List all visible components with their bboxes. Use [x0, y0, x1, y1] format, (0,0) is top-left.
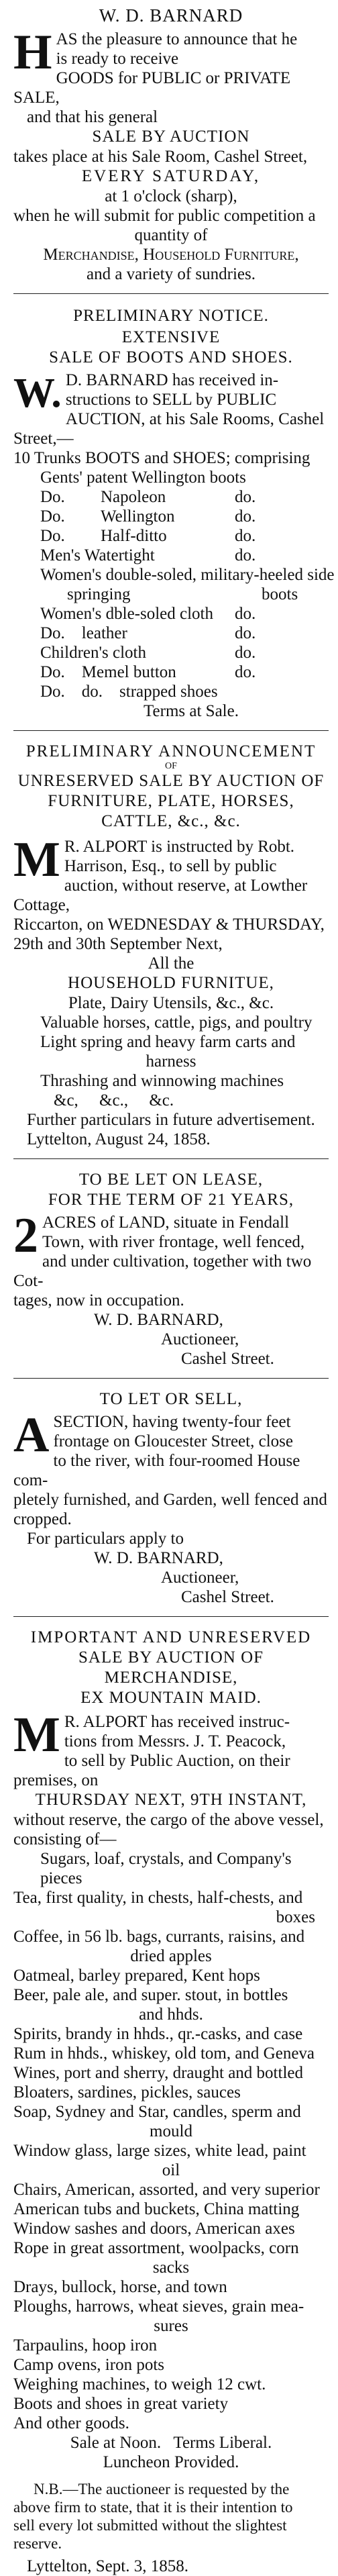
ad5-sig2: Auctioneer,: [161, 1569, 239, 1587]
ad3-line4: Riccarton, on WEDNESDAY & THURSDAY,: [13, 915, 325, 934]
ad1-line8: at 1 o'clock (sharp),: [105, 187, 237, 205]
ad6-sale: Sale at Noon. Terms Liberal.: [70, 2434, 272, 2452]
ad5-line2: frontage on Gloucester Street, close: [53, 1432, 293, 1450]
ad5-title: TO LET OR SELL,: [99, 1390, 243, 1408]
ad1-line4: and that his general: [27, 108, 158, 126]
ad5-sig1: W. D. BARNARD,: [94, 1549, 223, 1567]
ad2-item: Do. Half-ditto do.: [40, 527, 256, 545]
ad6-line4: THURSDAY NEXT, 9TH INSTANT,: [35, 1791, 307, 1809]
ad2-item: Do. Napoleon do.: [40, 488, 256, 506]
list-item: Beer, pale ale, and super. stout, in bottles: [13, 1986, 288, 2004]
ad1-line9: when he will submit for public competition a: [13, 207, 316, 225]
ad3-sub3: CATTLE, &c., &c.: [101, 812, 241, 830]
list-item: Window sashes and doors, American axes: [13, 2220, 295, 2238]
ad5-line1: SECTION, having twenty-four feet: [53, 1413, 291, 1431]
ad1-line10: quantity of: [134, 226, 208, 244]
ad2-item: Do. leather do.: [40, 624, 256, 642]
ad6-cargo-list: [13, 1849, 329, 2433]
ad1-line1: AS the pleasure to announce that he: [56, 30, 298, 48]
ad1-title: W. D. BARNARD: [99, 5, 243, 26]
list-item: Oatmeal, barley prepared, Kent hops: [13, 1967, 260, 1985]
list-item: Boots and shoes in great variety: [13, 2395, 229, 2413]
ad2-items: [13, 468, 335, 701]
ad3-sub2: FURNITURE, PLATE, HORSES,: [48, 792, 294, 810]
ad4-title2: FOR THE TERM OF 21 YEARS,: [48, 1191, 294, 1209]
ad3-line14: Further particulars in future advertisement.: [27, 1111, 315, 1129]
ad-boots-shoes: [13, 305, 335, 721]
ad4-dropcap: 2: [13, 1208, 38, 1263]
ad3-line2: Harrison, Esq., to sell by public: [64, 857, 277, 875]
ad3-line8: Plate, Dairy Utensils, &c., &c.: [68, 994, 274, 1012]
ad5-line4: pletely furnished, and Garden, well fenced and: [13, 1491, 327, 1509]
ad3-line9: Valuable horses, cattle, pigs, and poultry: [40, 1013, 313, 1032]
ad-alport-furniture: [13, 742, 329, 1149]
list-item: sures: [154, 2317, 188, 2335]
list-item: Soap, Sydney and Star, candles, sperm and: [13, 2103, 301, 2121]
ad1-line7: EVERY SATURDAY,: [81, 167, 261, 185]
ad4-sig2: Auctioneer,: [161, 1330, 239, 1348]
list-item: American tubs and buckets, China matting: [13, 2200, 300, 2218]
divider-2: [13, 730, 329, 731]
ad4-line2: Town, with river frontage, well fenced,: [42, 1233, 305, 1251]
list-item: and hhds.: [139, 2005, 203, 2024]
ad5-line3: to the river, with four-roomed House com-: [13, 1452, 300, 1489]
list-item: Tea, first quality, in chests, half-chests, and: [13, 1889, 303, 1907]
list-item: sacks: [152, 2259, 190, 2277]
ad2-sub1: EXTENSIVE: [121, 328, 221, 346]
ad4-sig1: W. D. BARNARD,: [94, 1311, 223, 1329]
ad3-line10: Light spring and heavy farm carts and: [40, 1033, 296, 1051]
ad3-of: OF: [165, 761, 177, 771]
list-item: Spirits, brandy in hhds., qr.-casks, and case: [13, 2025, 303, 2043]
ad2-sub2: SALE OF BOOTS AND SHOES.: [49, 348, 293, 366]
ad2-item: Do. do. strapped shoes: [40, 683, 218, 701]
ad4-line3: and under cultivation, together with two Cot-: [13, 1252, 312, 1290]
ad3-title: PRELIMINARY ANNOUNCEMENT: [25, 742, 317, 760]
ad6-nb3: sell every lot submitted without the slightest: [13, 2517, 287, 2534]
ad6-date: Lyttelton, Sept. 3, 1858.: [27, 2557, 188, 2575]
ad2-line2: structions to SELL by PUBLIC: [65, 391, 277, 409]
ad2-item: Men's Watertight do.: [40, 546, 256, 564]
list-item: Tarpaulins, hoop iron: [13, 2336, 158, 2355]
ad1-line11: Merchandise, Household Furniture,: [43, 246, 299, 264]
ad6-line1: R. ALPORT has received instruc-: [64, 1713, 290, 1731]
ad2-line1: D. BARNARD has received in-: [65, 371, 279, 389]
ad6-nb1: N.B.—The auctioneer is requested by the: [34, 2481, 290, 2497]
list-item: Window glass, large sizes, white lead, paint: [13, 2142, 306, 2160]
ad2-line4: 10 Trunks BOOTS and SHOES; comprising: [13, 449, 311, 467]
ad3-dropcap: M: [13, 832, 60, 887]
list-item: Drays, bullock, horse, and town: [13, 2278, 227, 2296]
ad2-item: Do. Wellington do.: [40, 507, 256, 526]
ad4-line4: tages, now in occupation.: [13, 1291, 184, 1309]
list-item: And other goods.: [13, 2414, 129, 2432]
divider-4: [13, 1378, 329, 1379]
list-item: Rum in hhds., whiskey, old tom, and Geneva: [13, 2044, 315, 2063]
ad6-title2: SALE BY AUCTION OF MERCHANDISE,: [78, 1648, 264, 1687]
list-item: Chairs, American, assorted, and very superior: [13, 2181, 320, 2199]
ad3-sub1: UNRESERVED SALE BY AUCTION OF: [17, 772, 325, 790]
list-item: oil: [162, 2161, 180, 2179]
divider-5: [13, 1616, 329, 1617]
ad6-line6: consisting of—: [13, 1830, 117, 1848]
list-item: Camp ovens, iron pots: [13, 2356, 164, 2374]
ad5-dropcap: A: [13, 1407, 50, 1463]
ad3-line15: Lyttelton, August 24, 1858.: [27, 1130, 211, 1148]
ad1-line3: GOODS for PUBLIC or PRIVATE SALE,: [13, 69, 291, 107]
ad3-line5: 29th and 30th September Next,: [13, 935, 223, 953]
ad-to-let-or-sell: [13, 1389, 329, 1607]
ad2-dropcap: W.: [13, 370, 62, 416]
ad4-sig3: Cashel Street.: [181, 1350, 274, 1368]
ad1-line2: is ready to receive: [56, 50, 179, 68]
ad6-title3: EX MOUNTAIN MAID.: [80, 1689, 262, 1707]
ad2-line3: AUCTION, at his Sale Rooms, Cashel Street,—: [13, 410, 325, 448]
ad2-item: Women's double-soled, military-heeled side: [40, 566, 335, 584]
ad5-sig3: Cashel Street.: [181, 1588, 274, 1606]
ad1-line6: takes place at his Sale Room, Cashel Street,: [13, 148, 308, 166]
ad2-item: Women's dble-soled cloth do.: [40, 605, 256, 623]
ad4-title1: TO BE LET ON LEASE,: [78, 1171, 264, 1189]
list-item: Ploughs, harrows, wheat sieves, grain mea-: [13, 2297, 304, 2316]
divider-3: [13, 1158, 329, 1159]
list-item: dried apples: [130, 1947, 212, 1965]
ad-barnard-auction: [13, 4, 329, 284]
ad2-item: Gents' patent Wellington boots: [40, 468, 246, 487]
ad6-dropcap: M: [13, 1707, 60, 1763]
ad3-line12: Thrashing and winnowing machines: [40, 1072, 284, 1090]
ad-land-lease: [13, 1170, 329, 1369]
ad1-line5: SALE BY AUCTION: [92, 128, 250, 146]
ad3-line11: harness: [146, 1052, 196, 1071]
list-item: Wines, port and sherry, draught and bottled: [13, 2064, 303, 2082]
list-item: mould: [150, 2122, 192, 2140]
ad2-title: PRELIMINARY NOTICE.: [73, 307, 269, 325]
ad6-line5: without reserve, the cargo of the above vessel,: [13, 1811, 324, 1829]
ad3-line3: auction, without reserve, at Lowther Cottage,: [13, 877, 308, 914]
ad6-lunch: Luncheon Provided.: [103, 2453, 239, 2471]
ad6-nb2: above firm to state, that it is their intention to: [13, 2499, 293, 2516]
ad1-line12: and a variety of sundries.: [86, 265, 256, 283]
ad6-nb4: reserve.: [13, 2535, 62, 2552]
list-item: Weighing machines, to weigh 12 cwt.: [13, 2375, 266, 2393]
ad2-item: springing boots: [67, 585, 298, 603]
ad5-line5: cropped.: [13, 1510, 72, 1528]
ad-mountain-maid-cargo: [13, 1628, 329, 2576]
divider-1: [13, 293, 329, 294]
ad3-line6: All the: [148, 954, 194, 973]
ad6-title1: IMPORTANT AND UNRESERVED: [30, 1628, 312, 1646]
ad3-line7: HOUSEHOLD FURNITUE,: [68, 974, 274, 992]
list-item: boxes: [276, 1908, 315, 1926]
ad2-item: Do. Memel button do.: [40, 663, 256, 681]
ad4-line1: ACRES of LAND, situate in Fendall: [42, 1213, 290, 1232]
ad6-line2: tions from Messrs. J. T. Peacock,: [64, 1732, 286, 1750]
ad5-line6: For particulars apply to: [27, 1530, 184, 1548]
ad3-line13: &c, &c., &c.: [54, 1091, 174, 1109]
list-item: Rope in great assortment, woolpacks, corn: [13, 2239, 299, 2257]
list-item: Sugars, loaf, crystals, and Company's pieces: [40, 1850, 292, 1887]
ad6-line3: to sell by Public Auction, on their premises, on: [13, 1752, 290, 1789]
list-item: Coffee, in 56 lb. bags, currants, raisins, and: [13, 1928, 305, 1946]
list-item: Bloaters, sardines, pickles, sauces: [13, 2083, 241, 2101]
ad2-terms: Terms at Sale.: [144, 702, 239, 720]
ad3-line1: R. ALPORT is instructed by Robt.: [64, 838, 295, 856]
ad2-item: Children's cloth do.: [40, 644, 256, 662]
ad1-dropcap: H: [13, 25, 52, 80]
